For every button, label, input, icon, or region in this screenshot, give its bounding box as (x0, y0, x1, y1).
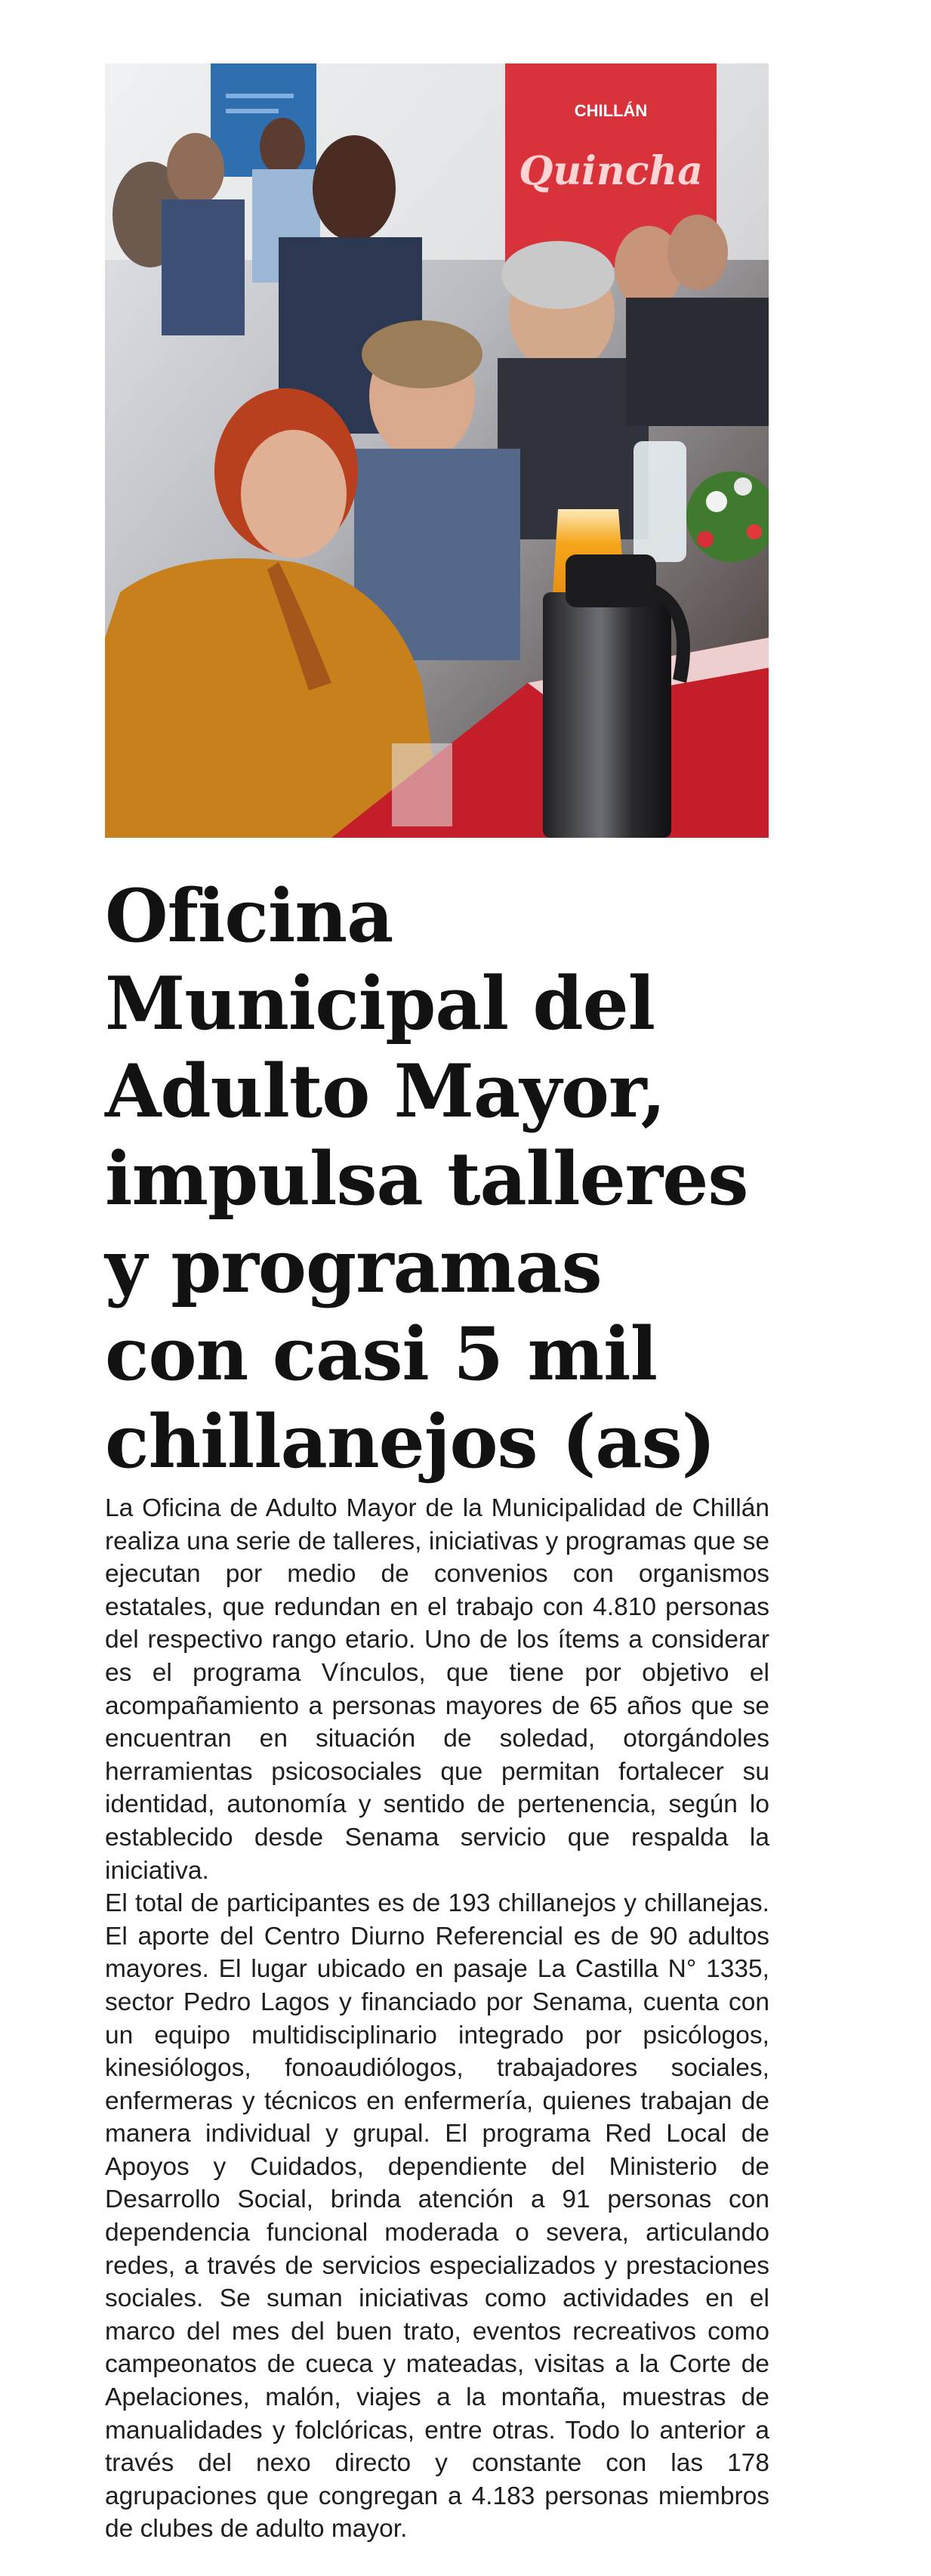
title-line: y programas (105, 1224, 602, 1309)
article-body (105, 1492, 769, 2546)
title-line: chillanejos (as) (105, 1399, 716, 1484)
paragraph: El total de participantes es de 193 chillanejos y chillanejas. El aporte del Centro Diurno Referencial es de 90 adultos mayores. El lugar ubicado en pasaje La Castilla N° 1335, sector Pedro Lagos y financiado por Senama, cuenta con un equipo multidisciplinario integrado por psicólogos, kinesiólogos, fonoaudiólogos, trabajadores sociales, enfermeras y técnicos en enfermería, quienes trabajan de manera individual y grupal. El programa Red Local de Apoyos y Cuidados, dependiente del Ministerio de Desarrollo Social, brinda atención a 91 personas con dependencia funcional moderada o severa, articulando redes, a través de servicios especializados y prestaciones sociales. Se suman iniciativas como actividades en el marco del mes del buen trato, eventos recreativos como campeonatos de cueca y mateadas, visitas a la Corte de Apelaciones, malón, viajes a la montaña, muestras de manualidades y folclóricas, entre otras. Todo lo anterior a través del nexo directo y constante con las 178 agrupaciones que congregan a 4.183 personas miembros de clubes de adulto mayor. (105, 1889, 769, 2544)
title-line: Oficina (105, 873, 393, 959)
title-line: Adulto Mayor, (105, 1049, 665, 1134)
title-line: Municipal del (105, 961, 655, 1046)
title-line: con casi 5 mil (105, 1311, 658, 1397)
article-title (105, 873, 785, 1486)
paragraph: La Oficina de Adulto Mayor de la Municipalidad de Chillán realiza una serie de talleres, iniciativas y programas que se ejecutan por medio de convenios con organismos estatales, que redundan en el trabajo con 4.810 personas del respectivo rango etario. Uno de los ítems a considerar es el programa Vínculos, que tiene por objetivo el acompañamiento a personas mayores de 65 años que se encuentran en situación de soledad, otorgándoles herramientas psicosociales que permitan fortalecer su identidad, autonomía y sentido de pertenencia, según lo establecido desde Senama servicio que respalda la iniciativa. (105, 1494, 769, 1885)
banner-script-text: Quincha (519, 148, 703, 194)
title-line: impulsa talleres (105, 1136, 748, 1222)
article-photo (105, 63, 769, 838)
banner-top-text: CHILLÁN (574, 101, 648, 120)
